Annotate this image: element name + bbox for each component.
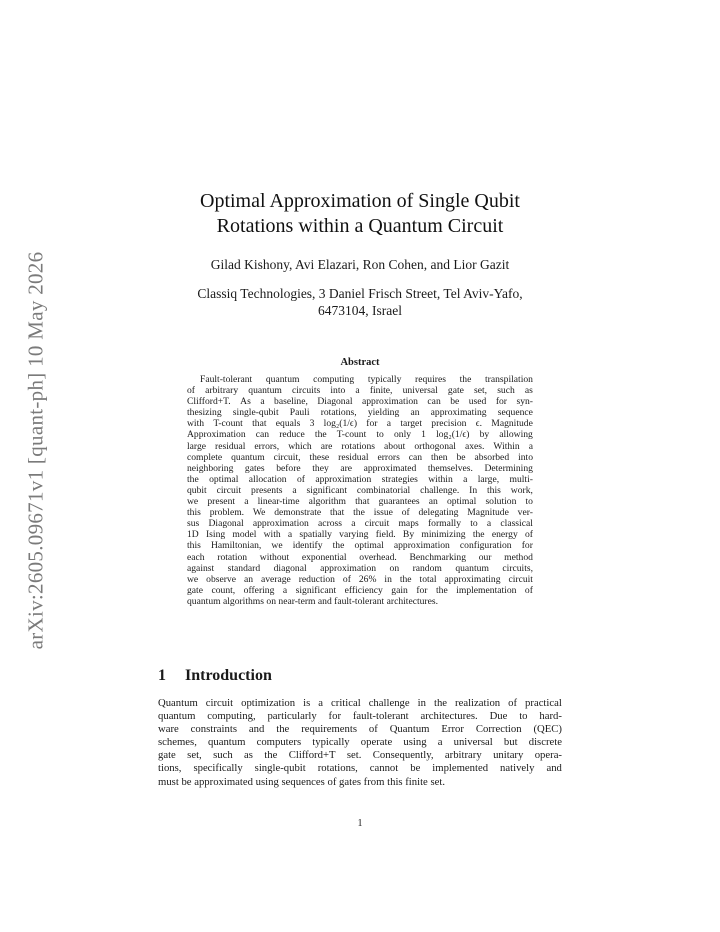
text-line: Quantum circuit optimization is a critical challenge in the realization of practical (158, 697, 562, 709)
arxiv-identifier-text: arXiv:2605.09671v1 [quant-ph] 10 May 2026 (23, 251, 48, 649)
text-line: tions, specifically single-qubit rotations, cannot be implemented natively and (158, 762, 562, 775)
text-line: gate set, such as the Clifford+T set. Consequently, arbitrary unitary opera- (158, 749, 562, 762)
text-line: schemes, quantum computers typically operate using a universal but discrete (158, 736, 562, 749)
text-line: qubit circuit presents a significant combinatorial challenge. In this work, (187, 484, 533, 496)
section-number: 1 (158, 667, 166, 684)
text-line: complete quantum circuit, these residual errors can then be absorbed into (187, 451, 533, 463)
section-heading-introduction (158, 666, 562, 686)
text-line: each rotation without exponential overhead. Benchmarking our method (187, 551, 533, 563)
affiliation (150, 285, 570, 319)
text-line: quantum computing, particularly for fault-tolerant architectures. Due to hard- (158, 710, 562, 723)
text-line: neighboring gates before they are approximated themselves. Determining (187, 462, 533, 474)
text-line: Clifford+T. As a baseline, Diagonal approximation can be used for syn- (187, 396, 533, 408)
text-line: Approximation can reduce the T-count to only 1 log₂(1/ϵ) by allowing (187, 429, 533, 441)
arxiv-identifier-stamp (20, 240, 52, 660)
text-line: against standard diagonal approximation on random quantum circuits, (187, 562, 533, 574)
text-line: ware constraints and the requirements of Quantum Error Correction (QEC) (158, 723, 562, 736)
text-line: of arbitrary quantum circuits into a finite, universal gate set, such as (187, 385, 533, 397)
section-title: Introduction (185, 667, 272, 684)
text-line: this Hamiltonian, we identify the optimal approximation configuration for (187, 540, 533, 552)
text-line: Fault-tolerant quantum computing typically requires the transpilation (200, 374, 533, 385)
text-line: we observe an average reduction of 26% in the total approximating circuit (187, 573, 533, 585)
text-line: with T-count that equals 3 log₂(1/ϵ) for a target precision ϵ. Magnitude (187, 418, 533, 430)
text-line: quantum algorithms on near-term and fault-tolerant architectures. (187, 595, 439, 607)
text-line: the optimal allocation of approximation strategies within a large, multi- (187, 473, 533, 485)
abstract-body (187, 374, 533, 607)
introduction-body (158, 697, 562, 789)
affiliation-line: Classiq Technologies, 3 Daniel Frisch Street, Tel Aviv-Yafo, (197, 286, 523, 301)
affiliation-line: 6473104, Israel (318, 303, 402, 318)
text-line: must be approximated using sequences of gates from this finite set. (158, 775, 446, 788)
text-line: we present a linear-time algorithm that guarantees an optimal solution to (187, 496, 533, 508)
author-list: Gilad Kishony, Avi Elazari, Ron Cohen, and Lior Gazit (210, 257, 510, 272)
text-line: thesizing single-qubit Pauli rotations, yielding an approximating sequence (187, 407, 533, 419)
paper-title (150, 189, 570, 239)
text-line: 1D Ising model with a spatially varying field. By minimizing the energy of (187, 529, 533, 541)
title-line: Optimal Approximation of Single Qubit (200, 190, 520, 212)
title-line: Rotations within a Quantum Circuit (216, 215, 504, 237)
page-number: 1 (357, 818, 363, 829)
text-line: sus Diagonal approximation across a circuit maps formally to a classical (187, 518, 533, 530)
text-line: large residual errors, which are rotations about orthogonal axes. Within a (187, 440, 533, 452)
text-line: this problem. We demonstrate that the issue of delegating Magnitude ver- (187, 507, 533, 519)
abstract-heading: Abstract (340, 357, 380, 368)
text-line: gate count, offering a significant efficiency gain for the implementation of (187, 584, 533, 596)
